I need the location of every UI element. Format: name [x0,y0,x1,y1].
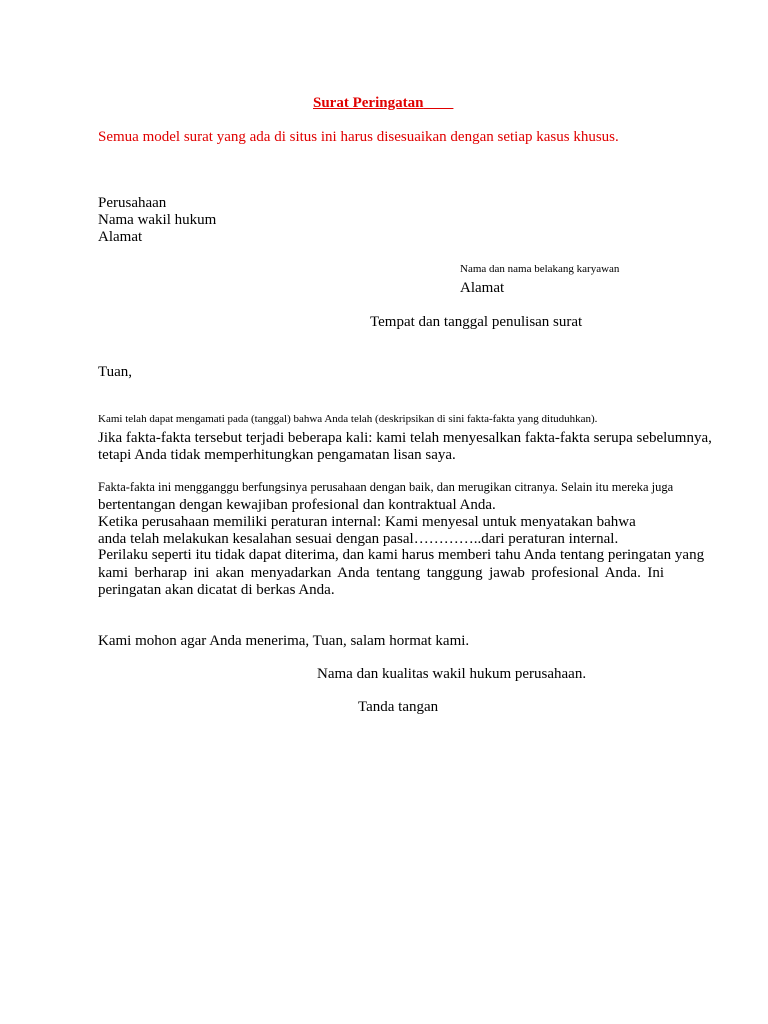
sender-address: Alamat [98,229,143,245]
paragraph-2-line-1: Fakta-fakta ini mengganggu berfungsinya perusahaan dengan baik, dan merugikan citranya. Selain itu mereka juga [98,480,674,494]
paragraph-1-line-1: Kami telah dapat mengamati pada (tanggal) bahwa Anda telah (deskripsikan di sini fakta-fakta yang dituduhkan). [98,413,598,425]
paragraph-1-line-2: Jika fakta-fakta tersebut terjadi beberapa kali: kami telah menyesalkan fakta-fakta serupa sebelumnya, [98,430,712,446]
signatory-name: Nama dan kualitas wakil hukum perusahaan. [317,666,587,682]
paragraph-2-justified [98,565,664,582]
paragraph-2-line-5: Perilaku seperti itu tidak dapat diterima, dan kami harus memberi tahu Anda tentang peringatan yang [98,547,705,563]
paragraph-2-line-7: peringatan akan dicatat di berkas Anda. [98,582,335,598]
paragraph-2-line-3: Ketika perusahaan memiliki peraturan internal: Kami menyesal untuk menyatakan bahwa [98,514,636,530]
sender-company: Perusahaan [98,195,167,211]
sender-representative: Nama wakil hukum [98,212,217,228]
paragraph-2-line-4: anda telah melakukan kesalahan sesuai dengan pasal…………..dari peraturan internal. [98,531,619,547]
disclaimer-text: Semua model surat yang ada di situs ini harus disesuaikan dengan setiap kasus khusus. [98,129,619,145]
letter-title: Surat Peringatan [313,95,424,111]
signature-label: Tanda tangan [358,699,439,715]
paragraph-1 [98,430,712,447]
paragraph-2-line-6: kami berharap ini akan menyadarkan Anda tentang tanggung jawab profesional Anda. Ini [98,565,664,581]
recipient-name: Nama dan nama belakang karyawan [460,263,620,275]
salutation: Tuan, [98,364,133,380]
closing-text: Kami mohon agar Anda menerima, Tuan, salam hormat kami. [98,633,470,649]
paragraph-1-line-3: tetapi Anda tidak memperhitungkan pengamatan lisan saya. [98,447,456,463]
recipient-address: Alamat [460,280,505,296]
place-and-date: Tempat dan tanggal penulisan surat [370,314,583,330]
paragraph-2-line-2: bertentangan dengan kewajiban profesional dan kontraktual Anda. [98,497,496,513]
